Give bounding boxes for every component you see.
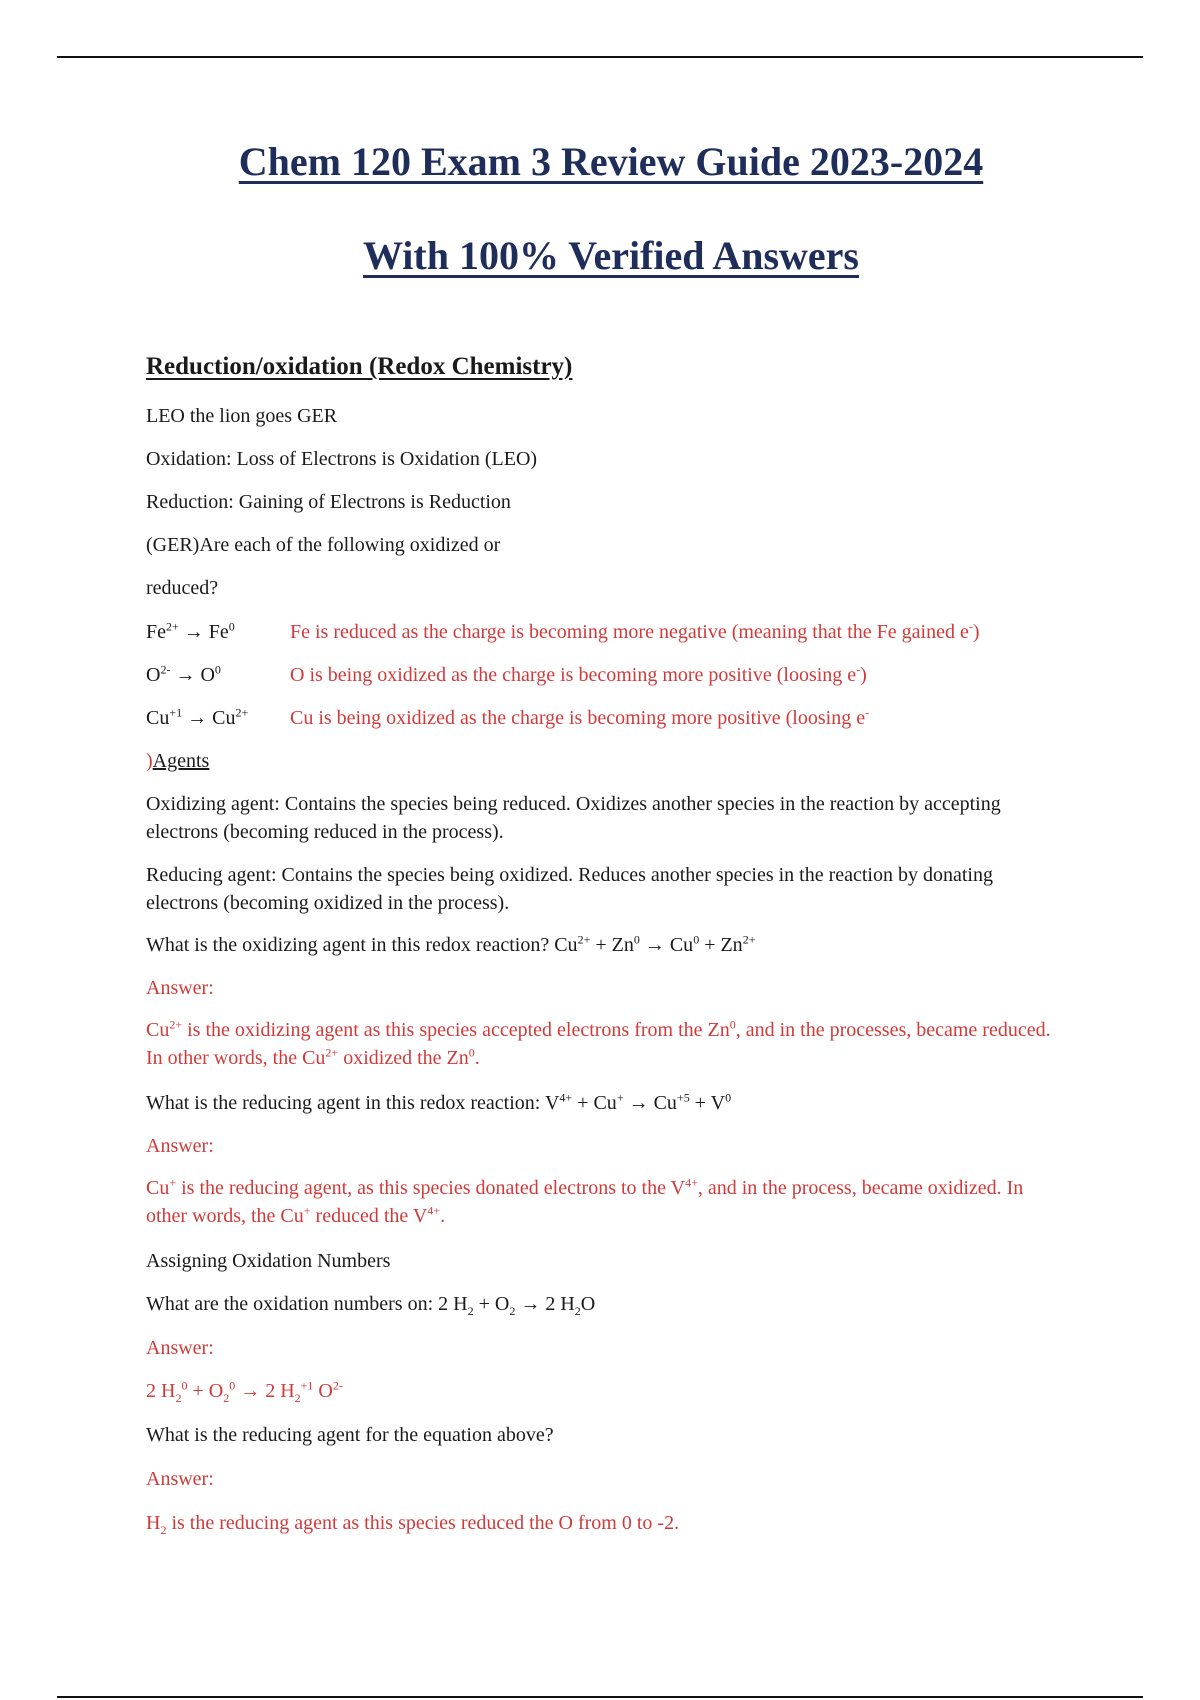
oxidation-definition: Oxidation: Loss of Electrons is Oxidation (LEO) <box>146 448 538 470</box>
title-line-1: Chem 120 Exam 3 Review Guide 2023-2024 <box>238 139 984 184</box>
top-rule <box>57 56 1143 58</box>
answer-reducing-agent-equation: $H_2$ is the reducing agent as this species reduced the O from 0 to -2. <box>146 1512 680 1537</box>
question-reducing-agent: What is the reducing agent in this redox reaction: $V^{4+} + Cu^+ \to Cu^{+5} + V^0$ <box>146 1090 732 1114</box>
oxidation-numbers-heading: Assigning Oxidation Numbers <box>146 1250 391 1272</box>
example-equation-1: $Fe^{2+} \to Fe^0$ <box>146 619 235 643</box>
question-oxidation-numbers: What are the oxidation numbers on: 2 $H_2 + O_2 \to 2$ $H_2O$ <box>146 1293 596 1318</box>
example-explanation-3: Cu is being oxidized as the charge is becoming more positive (loosing e- <box>290 705 870 729</box>
example-explanation-2: O is being oxidized as the charge is becoming more positive (loosing e-) <box>290 662 867 686</box>
reduction-definition: Reduction: Gaining of Electrons is Reduction <box>146 491 511 513</box>
example-equation-3: $Cu^{+1} \to Cu^{2+}$ <box>146 705 249 729</box>
answer-oxidation-numbers: 2 $H_2^0 + O_2^0 \to 2$ $H_2^{+1}$ $O^{2-}$ <box>146 1378 343 1405</box>
bottom-rule <box>57 1696 1143 1698</box>
oxidizing-agent-definition: Oxidizing agent: Contains the species being reduced. Oxidizes another species in the reaction by accepting electrons (becoming reduced in the process). <box>146 793 1001 843</box>
title-line-2: With 100% Verified Answers <box>363 233 859 278</box>
question-line-a: (GER)Are each of the following oxidized or <box>146 534 501 556</box>
section-heading: Reduction/oxidation (Redox Chemistry) <box>146 353 573 380</box>
answer-label-4: Answer: <box>146 1468 214 1490</box>
mnemonic-line: LEO the lion goes GER <box>146 405 338 427</box>
answer-reducing-agent: Cu+ is the reducing agent, as this species donated electrons to the $V^{4+}$, and in the process, became oxidized. In other words, the Cu+ reduced the $V^{4+}$. <box>146 1175 1024 1227</box>
example-explanation-1: Fe is reduced as the charge is becoming more negative (meaning that the Fe gained e-) <box>290 619 980 643</box>
reducing-agent-definition: Reducing agent: Contains the species being oxidized. Reduces another species in the reaction by donating electrons (becoming oxidized in the process). <box>146 864 993 914</box>
answer-oxidizing-agent: $Cu^{2+}$ is the oxidizing agent as this species accepted electrons from the Zn$^0$, and in the processes, became reduced. In other words, the $Cu^{2+}$ oxidized the Zn$^0$. <box>146 1017 1051 1069</box>
example-equation-2: $O^{2-} \to O^0$ <box>146 662 221 686</box>
question-oxidizing-agent: What is the oxidizing agent in this redox reaction? $Cu^{2+} + Zn^0 \to Cu^0 + Zn^{2+}$ <box>146 932 756 956</box>
agents-heading: )Agents <box>146 750 210 772</box>
answer-label-1: Answer: <box>146 977 214 999</box>
answer-label-2: Answer: <box>146 1135 214 1157</box>
question-reducing-agent-equation: What is the reducing agent for the equation above? <box>146 1424 554 1446</box>
answer-label-3: Answer: <box>146 1337 214 1359</box>
question-line-b: reduced? <box>146 577 219 599</box>
